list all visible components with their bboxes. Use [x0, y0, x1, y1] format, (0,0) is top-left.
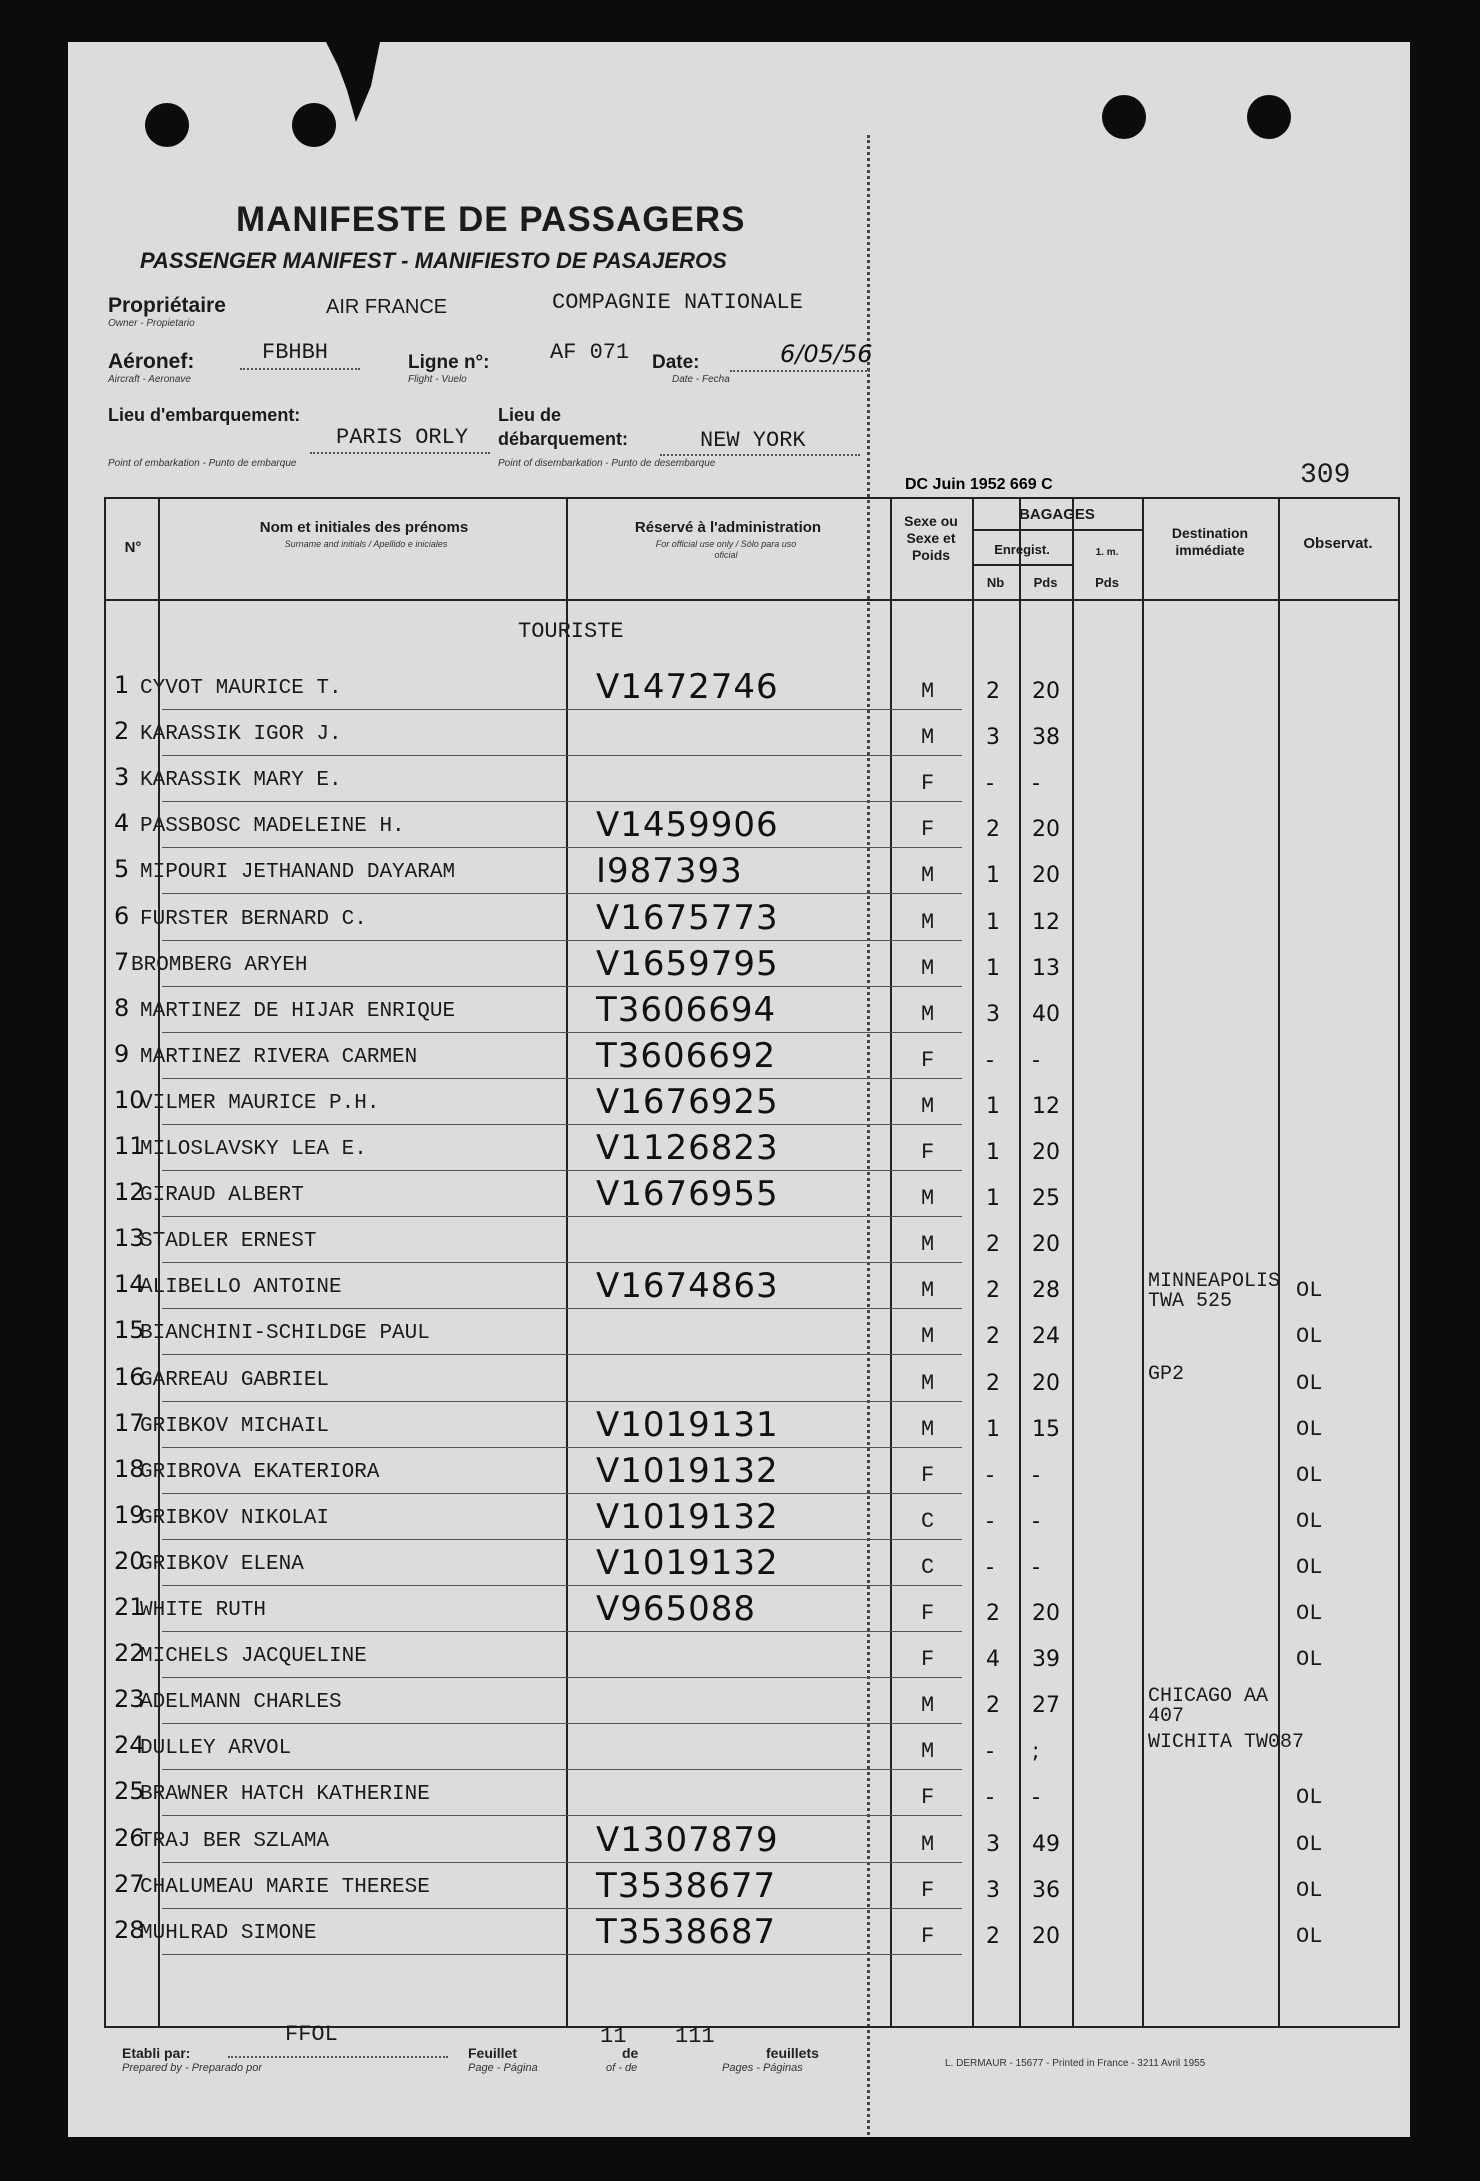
row-number: 8	[114, 993, 130, 1022]
baggage-count: 3	[986, 725, 1000, 751]
passenger-sex: M	[921, 1232, 935, 1258]
row-number: 13	[114, 1224, 145, 1253]
passenger-sex: F	[921, 1877, 935, 1903]
observation: OL	[1296, 1508, 1323, 1534]
row-rule	[162, 1493, 962, 1494]
passenger-sex: M	[921, 955, 935, 981]
row-rule	[162, 1401, 962, 1402]
passenger-name: ADELMANN CHARLES	[140, 1691, 342, 1715]
sheets-sublabel: Pages - Páginas	[722, 2062, 803, 2074]
observation: OL	[1296, 1785, 1323, 1811]
row-rule	[162, 1354, 962, 1355]
col-number-header: N°	[124, 539, 142, 556]
row-number: 3	[114, 763, 130, 792]
passenger-table	[104, 497, 1400, 2028]
document-number: V1659795	[596, 943, 779, 984]
form-reference: DC Juin 1952 669 C	[905, 476, 1053, 493]
immediate-destination: WICHITA TW087	[1148, 1731, 1305, 1755]
baggage-weight: 27	[1032, 1693, 1060, 1719]
document-number: T3538687	[596, 1911, 777, 1952]
passenger-name: STADLER ERNEST	[140, 1230, 317, 1254]
observation: OL	[1296, 1416, 1323, 1442]
col-registered-header: Enregist.	[994, 542, 1050, 557]
passenger-name: MILOSLAVSKY LEA E.	[140, 1138, 367, 1161]
baggage-count: 2	[986, 679, 1000, 704]
passenger-sex: M	[921, 679, 935, 704]
observation: OL	[1296, 1601, 1323, 1626]
baggage-weight: 40	[1032, 1001, 1060, 1027]
row-number: 21	[114, 1593, 145, 1621]
row-rule	[162, 1078, 962, 1079]
passenger-sex: C	[921, 1508, 935, 1534]
baggage-count: 1	[986, 1186, 1000, 1212]
baggage-count: 2	[986, 817, 1000, 843]
col-admin-subheader: For official use only / Sólo para uso oficial	[655, 539, 797, 560]
disembark-sublabel: Point of disembarkation - Punto de desembarque	[498, 458, 716, 469]
passenger-sex: M	[921, 1831, 935, 1857]
row-rule	[162, 940, 962, 941]
page-subtitle: PASSENGER MANIFEST - MANIFIESTO DE PASAJEROS	[140, 248, 727, 273]
flight-sublabel: Flight - Vuelo	[408, 374, 467, 385]
baggage-count: 1	[986, 1416, 1000, 1442]
observation: OL	[1296, 1554, 1323, 1580]
passenger-name: DULLEY ARVOL	[140, 1737, 292, 1761]
immediate-destination: CHICAGO AA 407	[1148, 1685, 1269, 1729]
row-number: 6	[114, 901, 130, 930]
passenger-name: BROMBERG ARYEH	[131, 953, 308, 977]
baggage-weight: -	[1032, 1554, 1040, 1580]
prepared-by: FFOL	[285, 2022, 338, 2047]
baggage-weight: -	[1032, 1508, 1040, 1534]
baggage-weight: 38	[1032, 725, 1060, 751]
of-sublabel: of - de	[606, 2062, 638, 2074]
baggage-weight: 15	[1032, 1416, 1060, 1442]
baggage-weight: 28	[1032, 1278, 1060, 1304]
observation: OL	[1296, 1278, 1323, 1304]
baggage-weight: 12	[1032, 909, 1060, 935]
row-number: 16	[114, 1362, 145, 1391]
baggage-weight: 20	[1032, 1370, 1060, 1396]
baggage-weight: 20	[1032, 1601, 1060, 1626]
baggage-count: -	[986, 771, 994, 797]
row-number: 18	[114, 1454, 145, 1483]
document-number: V1126823	[596, 1128, 779, 1168]
col-hand-pds-header: Pds	[1095, 575, 1119, 590]
sheet-label: Feuillet	[468, 2045, 518, 2061]
document-number: V1459906	[596, 805, 779, 846]
row-rule	[162, 1262, 962, 1263]
col-baggage-header: BAGAGES	[1019, 506, 1095, 523]
printer-imprint: L. DERMAUR - 15677 - Printed in France - 3211 Avril 1955	[945, 2058, 1206, 2069]
row-number: 12	[114, 1178, 145, 1207]
row-rule	[162, 1631, 962, 1632]
baggage-weight: 12	[1032, 1093, 1060, 1119]
baggage-count: 2	[986, 1370, 1000, 1396]
baggage-weight: -	[1032, 771, 1040, 797]
baggage-count: -	[986, 1508, 994, 1534]
passenger-name: WHITE RUTH	[140, 1599, 267, 1622]
baggage-weight: 20	[1032, 1140, 1060, 1165]
document-number: I987393	[596, 851, 743, 892]
baggage-weight: 49	[1032, 1831, 1060, 1857]
passenger-sex: M	[921, 1416, 935, 1442]
row-rule	[162, 1170, 962, 1171]
passenger-name: VILMER MAURICE P.H.	[140, 1091, 380, 1115]
observation: OL	[1296, 1462, 1323, 1488]
baggage-count: 2	[986, 1601, 1000, 1626]
sheet-number: 309	[1300, 460, 1351, 491]
passenger-sex: F	[921, 1462, 935, 1488]
immediate-destination: GP2	[1148, 1362, 1185, 1386]
row-rule	[162, 1447, 962, 1448]
baggage-count: 2	[986, 1923, 1000, 1949]
row-rule	[162, 1032, 962, 1033]
passenger-name: GIRAUD ALBERT	[140, 1184, 304, 1208]
passenger-sex: F	[921, 771, 935, 797]
row-number: 20	[114, 1546, 145, 1575]
observation: OL	[1296, 1370, 1323, 1396]
passenger-sex: M	[921, 1739, 935, 1765]
baggage-count: 3	[986, 1877, 1000, 1903]
baggage-count: 1	[986, 955, 1000, 981]
passenger-sex: M	[921, 1324, 935, 1350]
sheet-index: 11	[600, 2024, 627, 2049]
baggage-count: 1	[986, 1093, 1000, 1119]
row-rule	[162, 893, 962, 894]
row-rule	[162, 1862, 962, 1863]
passenger-name: MARTINEZ DE HIJAR ENRIQUE	[140, 999, 456, 1023]
passenger-name: MARTINEZ RIVERA CARMEN	[140, 1045, 418, 1069]
punch-hole	[1102, 95, 1146, 139]
row-number: 14	[114, 1270, 145, 1299]
row-number: 9	[114, 1039, 130, 1068]
document-number: V1472746	[596, 667, 779, 707]
passenger-sex: F	[921, 1140, 935, 1165]
document-number: T3606694	[596, 989, 777, 1030]
passenger-sex: M	[921, 1693, 935, 1719]
row-rule	[162, 709, 962, 710]
prepared-sublabel: Prepared by - Preparado por	[122, 2062, 263, 2074]
passenger-sex: M	[921, 909, 935, 935]
row-number: 7	[114, 947, 130, 976]
baggage-count: 3	[986, 1831, 1000, 1857]
row-number: 26	[114, 1823, 145, 1852]
passenger-name: GARREAU GABRIEL	[140, 1368, 330, 1392]
document-number: T3538677	[596, 1865, 777, 1906]
passenger-name: GRIBKOV NIKOLAI	[140, 1506, 330, 1530]
row-number: 1	[114, 671, 130, 699]
observation: OL	[1296, 1923, 1323, 1949]
document-number: V1675773	[596, 897, 779, 938]
row-number: 11	[114, 1132, 145, 1160]
passenger-name: PASSBOSC MADELEINE H.	[140, 815, 405, 839]
col-pds-header: Pds	[1033, 575, 1058, 590]
sheet-total: 111	[675, 2024, 715, 2049]
aircraft-registration: FBHBH	[262, 340, 329, 365]
baggage-weight: 13	[1032, 955, 1060, 981]
prepared-label: Etabli par:	[122, 2045, 191, 2061]
owner-label: Propriétaire	[108, 294, 226, 317]
baggage-weight: 20	[1032, 863, 1060, 889]
col-observation-header: Observat.	[1303, 535, 1373, 552]
baggage-weight: 20	[1032, 1232, 1060, 1258]
aircraft-sublabel: Aircraft - Aeronave	[108, 374, 191, 385]
passenger-name: BIANCHINI-SCHILDGE PAUL	[140, 1322, 430, 1346]
passenger-name: MIPOURI JETHANAND DAYARAM	[140, 861, 456, 885]
passenger-name: GRIBKOV MICHAIL	[140, 1414, 330, 1438]
passenger-name: MICHELS JACQUELINE	[140, 1645, 367, 1669]
immediate-destination: MINNEAPOLIS TWA 525	[1148, 1270, 1281, 1314]
passenger-name: KARASSIK MARY E.	[140, 769, 342, 793]
passenger-sex: M	[921, 1001, 935, 1027]
embark-label: Lieu d'embarquement:	[108, 405, 301, 425]
punch-hole	[145, 103, 189, 147]
row-number: 5	[114, 855, 130, 884]
document-number: V1019132	[596, 1496, 779, 1537]
punch-hole	[292, 103, 336, 147]
flight-date: 6/05/56	[780, 340, 873, 368]
baggage-weight: -	[1032, 1462, 1040, 1488]
row-rule	[162, 1815, 962, 1816]
row-rule	[162, 1539, 962, 1540]
of-label: de	[622, 2045, 639, 2061]
company-name: COMPAGNIE NATIONALE	[552, 290, 803, 315]
baggage-weight: -	[1032, 1047, 1040, 1073]
baggage-count: 2	[986, 1693, 1000, 1719]
row-rule	[162, 1124, 962, 1125]
document-number: V1307879	[596, 1819, 779, 1860]
passenger-sex: M	[921, 863, 935, 889]
passenger-sex: M	[921, 725, 935, 751]
row-rule	[162, 1723, 962, 1724]
baggage-weight: 24	[1032, 1324, 1060, 1350]
baggage-weight: ;	[1032, 1739, 1040, 1765]
document-number: V1019132	[596, 1450, 779, 1491]
class-section-label: TOURISTE	[518, 619, 624, 644]
row-rule	[162, 986, 962, 987]
row-number: 15	[114, 1316, 145, 1345]
baggage-count: -	[986, 1462, 994, 1488]
disembark-label: Lieu de débarquement:	[498, 405, 629, 449]
baggage-count: -	[986, 1047, 994, 1073]
aircraft-label: Aéronef:	[108, 350, 195, 373]
row-rule	[162, 1769, 962, 1770]
passenger-sex: M	[921, 1278, 935, 1304]
document-number: V1019132	[596, 1542, 779, 1583]
disembark-place: NEW YORK	[700, 428, 806, 453]
owner-sublabel: Owner - Propietario	[108, 318, 195, 329]
col-sex-header: Sexe ou Sexe et Poids	[904, 513, 958, 563]
passenger-name: BRAWNER HATCH KATHERINE	[140, 1783, 430, 1807]
baggage-count: -	[986, 1739, 994, 1765]
row-rule	[162, 1308, 962, 1309]
passenger-name: FURSTER BERNARD C.	[140, 907, 367, 931]
sheets-label: feuillets	[766, 2045, 819, 2061]
col-destination-header: Destination immédiate	[1171, 525, 1249, 558]
baggage-count: -	[986, 1785, 994, 1811]
row-number: 24	[114, 1731, 145, 1760]
document-number: V1676955	[596, 1174, 779, 1215]
baggage-count: -	[986, 1554, 994, 1580]
document-number: T3606692	[596, 1035, 777, 1076]
baggage-weight: -	[1032, 1785, 1040, 1811]
passenger-name: KARASSIK IGOR J.	[140, 723, 342, 747]
passenger-sex: F	[921, 1047, 935, 1073]
document-number: V1676925	[596, 1081, 779, 1122]
document-number: V1019131	[596, 1404, 779, 1445]
passenger-sex: M	[921, 1186, 935, 1212]
baggage-weight: 20	[1032, 679, 1060, 704]
baggage-weight: 39	[1032, 1647, 1060, 1673]
baggage-count: 3	[986, 1001, 1000, 1027]
row-rule	[162, 1954, 962, 1955]
baggage-count: 2	[986, 1324, 1000, 1350]
date-label: Date:	[652, 352, 700, 373]
col-nb-header: Nb	[986, 575, 1005, 590]
col-name-header: Nom et initiales des prénoms	[259, 519, 469, 536]
row-rule	[162, 847, 962, 848]
baggage-count: 1	[986, 1140, 1000, 1165]
passenger-sex: F	[921, 1601, 935, 1626]
row-rule	[162, 1908, 962, 1909]
flight-label: Ligne n°:	[408, 352, 490, 373]
row-number: 27	[114, 1869, 145, 1898]
passenger-sex: F	[921, 1647, 935, 1673]
flight-number: AF 071	[550, 340, 630, 365]
date-sublabel: Date - Fecha	[672, 374, 730, 385]
row-rule	[162, 801, 962, 802]
passenger-sex: F	[921, 1923, 935, 1949]
row-rule	[162, 1585, 962, 1586]
baggage-weight: 20	[1032, 1923, 1060, 1949]
baggage-count: 2	[986, 1278, 1000, 1304]
col-hand-header: 1. m.	[1095, 547, 1119, 558]
passenger-name: ALIBELLO ANTOINE	[140, 1276, 342, 1300]
row-number: 23	[114, 1685, 145, 1714]
passenger-sex: F	[921, 1785, 935, 1811]
row-number: 2	[114, 717, 130, 746]
passenger-name: CYVOT MAURICE T.	[140, 677, 342, 700]
row-number: 10	[114, 1085, 145, 1114]
baggage-weight: 36	[1032, 1877, 1060, 1903]
punch-hole	[1247, 95, 1291, 139]
row-rule	[162, 1677, 962, 1678]
sheet-sublabel: Page - Página	[468, 2062, 538, 2074]
passenger-sex: M	[921, 1093, 935, 1119]
baggage-weight: 20	[1032, 817, 1060, 843]
embark-sublabel: Point of embarkation - Punto de embarque	[108, 458, 297, 469]
baggage-count: 4	[986, 1647, 1000, 1673]
row-number: 28	[114, 1915, 145, 1944]
document-number: V965088	[596, 1589, 757, 1629]
passenger-name: TRAJ BER SZLAMA	[140, 1829, 330, 1853]
passenger-name: MUHLRAD SIMONE	[140, 1921, 317, 1945]
passenger-name: GRIBROVA EKATERIORA	[140, 1460, 380, 1484]
baggage-weight: 25	[1032, 1186, 1060, 1212]
document-number: V1674863	[596, 1266, 779, 1307]
observation: OL	[1296, 1324, 1323, 1350]
row-rule	[162, 755, 962, 756]
airline-name: AIR FRANCE	[326, 296, 448, 318]
baggage-count: 2	[986, 1232, 1000, 1258]
observation: OL	[1296, 1877, 1323, 1903]
col-admin-header: Réservé à l'administration	[634, 519, 822, 536]
passenger-sex: C	[921, 1554, 935, 1580]
embark-place: PARIS ORLY	[336, 425, 469, 450]
observation: OL	[1296, 1647, 1323, 1673]
baggage-count: 1	[986, 909, 1000, 935]
passenger-sex: M	[921, 1370, 935, 1396]
row-number: 22	[114, 1639, 145, 1668]
row-number: 4	[114, 809, 130, 838]
page-title: MANIFESTE DE PASSAGERS	[236, 200, 746, 239]
row-number: 17	[114, 1408, 145, 1437]
baggage-count: 1	[986, 863, 1000, 889]
passenger-name: GRIBKOV ELENA	[140, 1552, 304, 1576]
observation: OL	[1296, 1831, 1323, 1857]
row-number: 25	[114, 1777, 145, 1806]
row-rule	[162, 1216, 962, 1217]
passenger-name: CHALUMEAU MARIE THERESE	[140, 1875, 430, 1899]
passenger-sex: F	[921, 817, 935, 843]
row-number: 19	[114, 1500, 145, 1529]
col-name-subheader: Surname and initials / Apellido e iniciales	[284, 539, 448, 549]
